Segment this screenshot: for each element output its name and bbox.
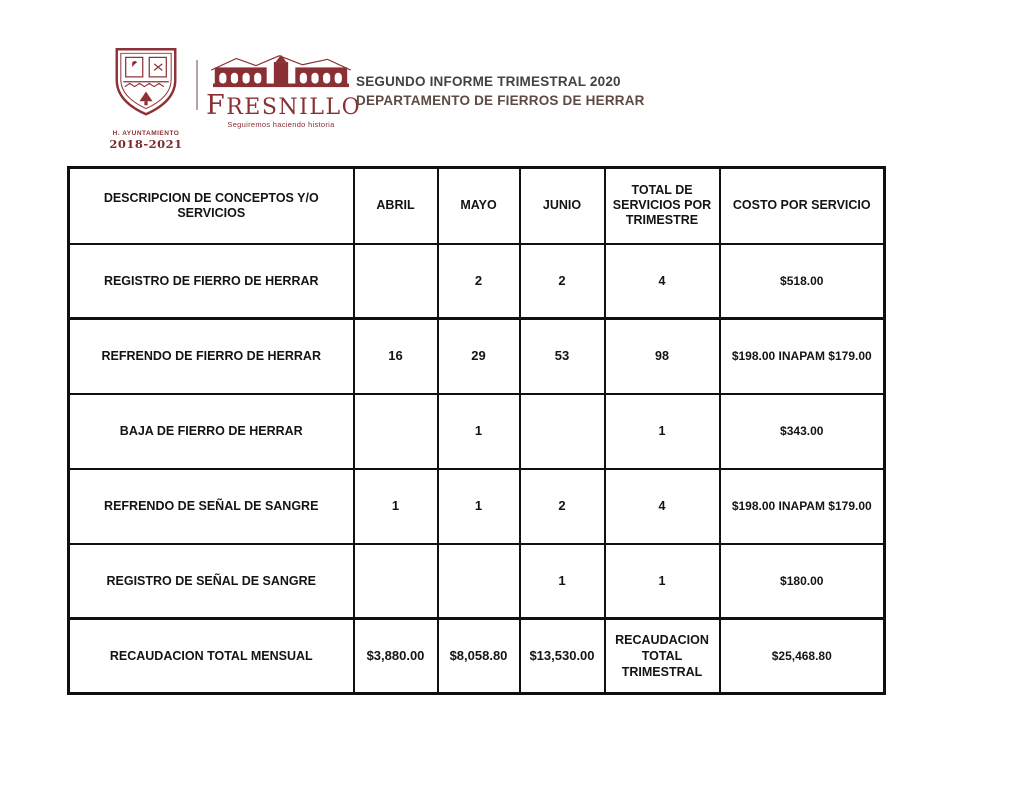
cell-concepto: REGISTRO DE FIERRO DE HERRAR	[69, 244, 354, 319]
cell-junio: 1	[520, 544, 605, 619]
cell-abril: 16	[354, 319, 438, 394]
cell-junio: 2	[520, 469, 605, 544]
table-row	[69, 319, 885, 394]
fresnillo-wordmark: FRESNILLO	[206, 90, 362, 121]
table-row-total	[69, 619, 885, 694]
cell-mayo: 1	[438, 469, 520, 544]
cell-mayo: 2	[438, 244, 520, 319]
cell-concepto: REFRENDO DE FIERRO DE HERRAR	[69, 319, 354, 394]
column-header-junio: JUNIO	[520, 168, 605, 244]
cell-costo: $198.00 INAPAM $179.00	[720, 319, 885, 394]
cell-costo: $518.00	[720, 244, 885, 319]
crest-years: 2018-2021	[109, 137, 183, 151]
cell-abril	[354, 544, 438, 619]
cell-costo: $343.00	[720, 394, 885, 469]
column-header-total-trimestre: TOTAL DE SERVICIOS POR TRIMESTRE	[605, 168, 720, 244]
table-row	[69, 544, 885, 619]
cell-costo: $25,468.80	[720, 619, 885, 694]
city-crest	[90, 46, 202, 151]
cell-abril: 1	[354, 469, 438, 544]
cell-abril	[354, 394, 438, 469]
cell-total: 4	[605, 244, 720, 319]
cell-abril	[354, 244, 438, 319]
cell-total: 1	[605, 544, 720, 619]
services-table	[67, 166, 886, 695]
cell-junio: 2	[520, 244, 605, 319]
cell-mayo	[438, 544, 520, 619]
report-titles	[356, 72, 645, 110]
coat-of-arms-icon	[105, 46, 187, 124]
table-header-row	[69, 168, 885, 244]
cell-total: RECAUDACION TOTAL TRIMESTRAL	[605, 619, 720, 694]
table-row	[69, 244, 885, 319]
column-header-abril: ABRIL	[354, 168, 438, 244]
column-header-costo: COSTO POR SERVICIO	[720, 168, 885, 244]
cell-mayo: 29	[438, 319, 520, 394]
fresnillo-building-icon	[208, 54, 354, 88]
cell-junio: 53	[520, 319, 605, 394]
cell-costo: $180.00	[720, 544, 885, 619]
cell-abril: $3,880.00	[354, 619, 438, 694]
cell-concepto: REFRENDO DE SEÑAL DE SANGRE	[69, 469, 354, 544]
department-title: DEPARTAMENTO DE FIERROS DE HERRAR	[356, 93, 645, 108]
cell-concepto: BAJA DE FIERRO DE HERRAR	[69, 394, 354, 469]
cell-junio: $13,530.00	[520, 619, 605, 694]
report-title: SEGUNDO INFORME TRIMESTRAL 2020	[356, 74, 621, 89]
cell-total: 1	[605, 394, 720, 469]
cell-costo: $198.00 INAPAM $179.00	[720, 469, 885, 544]
cell-total: 98	[605, 319, 720, 394]
logo-tagline: Seguiremos haciendo historia	[227, 120, 335, 129]
cell-concepto: REGISTRO DE SEÑAL DE SANGRE	[69, 544, 354, 619]
column-header-mayo: MAYO	[438, 168, 520, 244]
header-divider	[196, 60, 198, 110]
crest-caption: H. AYUNTAMIENTO	[112, 130, 180, 137]
fresnillo-logo	[206, 54, 362, 129]
cell-mayo: $8,058.80	[438, 619, 520, 694]
table-row	[69, 469, 885, 544]
column-header-descripcion: DESCRIPCION DE CONCEPTOS Y/O SERVICIOS	[69, 168, 354, 244]
cell-total: 4	[605, 469, 720, 544]
cell-concepto: RECAUDACION TOTAL MENSUAL	[69, 619, 354, 694]
cell-mayo: 1	[438, 394, 520, 469]
table-row	[69, 394, 885, 469]
cell-junio	[520, 394, 605, 469]
